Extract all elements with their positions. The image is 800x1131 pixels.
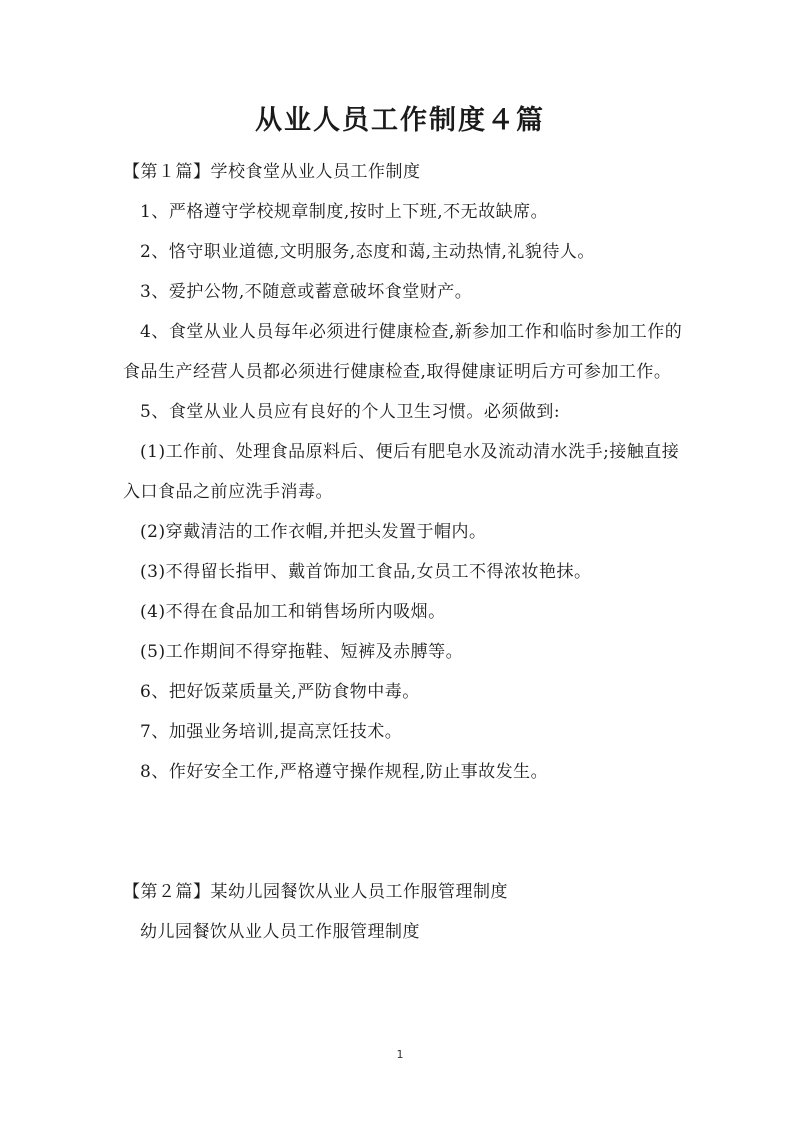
section-spacer [123, 792, 683, 872]
paragraph: 2、恪守职业道德,文明服务,态度和蔼,主动热情,礼貌待人。 [140, 242, 595, 262]
paragraph: (3)不得留长指甲、戴首饰加工食品,女员工不得浓妆艳抹。 [140, 562, 592, 582]
paragraph: (1)工作前、处理食品原料后、便后有肥皂水及流动清水洗手;接触直接入口食品之前应洗手消毒。 [123, 442, 680, 502]
paragraph: 7、加强业务培训,提高烹饪技术。 [140, 722, 403, 742]
paragraph: (2)穿戴清洁的工作衣帽,并把头发置于帽内。 [140, 522, 487, 542]
section-heading: 【第１篇】学校食堂从业人员工作制度 [123, 162, 421, 182]
page-number: 1 [396, 1048, 404, 1061]
paragraph: 4、食堂从业人员每年必须进行健康检查,新参加工作和临时参加工作的食品生产经营人员都必须进行健康检查,取得健康证明后方可参加工作。 [123, 322, 683, 382]
paragraph: 6、把好饭菜质量关,严防食物中毒。 [140, 682, 420, 702]
paragraph: 1、严格遵守学校规章制度,按时上下班,不无故缺席。 [140, 202, 549, 222]
paragraph: 8、作好安全工作,严格遵守操作规程,防止事故发生。 [140, 762, 549, 782]
document-body [123, 152, 683, 952]
section-heading: 【第２篇】某幼儿园餐饮从业人员工作服管理制度 [123, 882, 508, 902]
paragraph: (5)工作期间不得穿拖鞋、短裤及赤膊等。 [140, 642, 464, 662]
paragraph: 幼儿园餐饮从业人员工作服管理制度 [140, 922, 420, 942]
paragraph: 3、爱护公物,不随意或蓄意破坏食堂财产。 [140, 282, 473, 302]
paragraph: 5、食堂从业人员应有良好的个人卫生习惯。必须做到: [140, 402, 561, 422]
document-title: 从业人员工作制度４篇 [255, 105, 545, 136]
paragraph: (4)不得在食品加工和销售场所内吸烟。 [140, 602, 446, 622]
